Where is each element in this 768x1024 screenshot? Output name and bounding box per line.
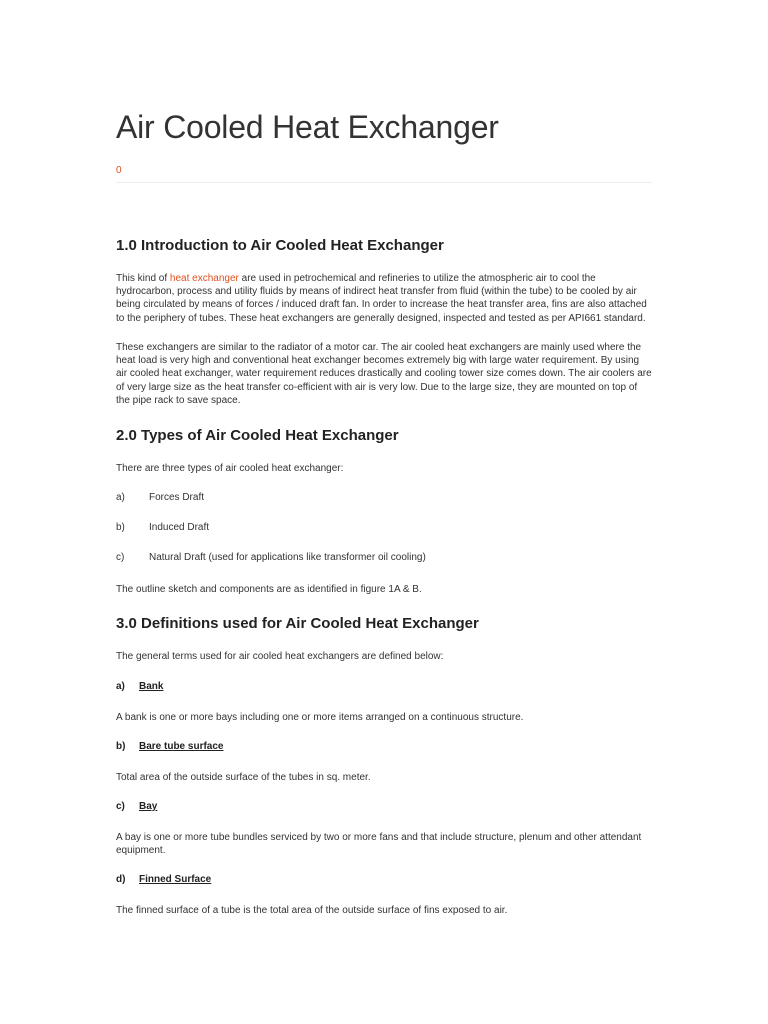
definition-label: c) [116,801,125,812]
list-item-label: a) [116,492,125,503]
definition-term [116,874,211,885]
definition-term-name: Bay [139,801,158,812]
list-item [116,522,209,533]
section-heading-definitions: 3.0 Definitions used for Air Cooled Heat Exchanger [116,615,479,632]
definition-term-name: Bank [139,681,164,692]
definition-description: A bank is one or more bays including one or more items arranged on a continuous structure. [116,712,524,723]
list-item-text: Forces Draft [149,492,205,503]
list-item [116,492,204,503]
definition-term-name: Finned Surface [139,874,212,885]
outline-note: The outline sketch and components are as identified in figure 1A & B. [116,584,422,595]
divider [116,182,652,183]
section-heading-types: 2.0 Types of Air Cooled Heat Exchanger [116,427,399,444]
page-title: Air Cooled Heat Exchanger [116,109,499,145]
intro-paragraph-1 [116,272,652,325]
list-item [116,552,426,563]
definition-label: d) [116,874,126,885]
definition-term-name: Bare tube surface [139,741,224,752]
intro-p1-text-end: are used in petrochemical and refineries to utilize the atmospheric air to cool the hydrocarbon, process and utility fluids by means of indirect heat transfer from fluid (within the tube) to be cooled by air being circulated by means of forces / induced draft fan. In order to increase the heat transfer area, fins are also attached to the periphery of tubes. These heat exchangers are generally designed, inspected and tested as per API661 standard. [116,273,647,324]
definition-term [116,741,223,752]
definition-term [116,681,163,692]
section-heading-introduction: 1.0 Introduction to Air Cooled Heat Exchanger [116,237,444,254]
definitions-intro: The general terms used for air cooled heat exchangers are defined below: [116,651,444,662]
intro-paragraph-2: These exchangers are similar to the radiator of a motor car. The air cooled heat exchangers are mainly used where the heat load is very high and conventional heat exchanger becomes extremely big with large water requirement. By using air cooled heat exchanger, water requirement reduces drastically and cooling tower size comes down. The air coolers are of very large size as the heat transfer co-efficient with air is very low. Due to the large size, they are mounted on top of the pipe rack to save space. [116,342,652,406]
definition-term [116,801,157,812]
heat-exchanger-link[interactable]: heat exchanger [169,273,239,284]
list-item-text: Induced Draft [149,522,210,533]
intro-p1-text-start: This kind of [116,273,170,284]
definition-label: b) [116,741,126,752]
comment-count[interactable]: 0 [116,165,122,176]
list-item-label: b) [116,522,125,533]
definition-description: The finned surface of a tube is the total area of the outside surface of fins exposed to air. [116,905,508,916]
definition-label: a) [116,681,125,692]
list-item-text: Natural Draft (used for applications like transformer oil cooling) [149,552,426,563]
definition-description: A bay is one or more tube bundles serviced by two or more fans and that include structure, plenum and other attendant equipment. [116,832,642,857]
definition-description: Total area of the outside surface of the tubes in sq. meter. [116,772,371,783]
types-intro: There are three types of air cooled heat exchanger: [116,463,344,474]
list-item-label: c) [116,552,125,563]
